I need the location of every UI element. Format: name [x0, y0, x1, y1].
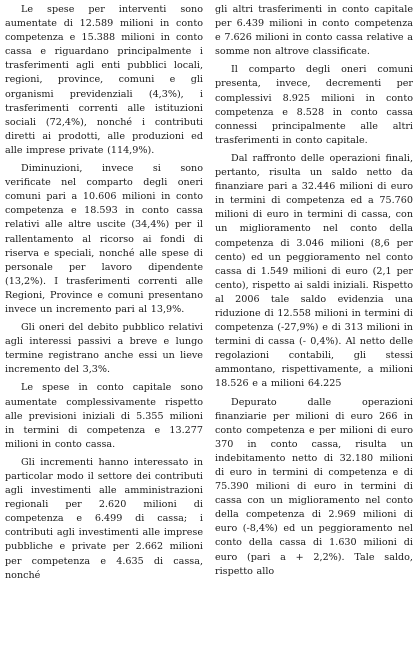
right-column	[215, 3, 413, 579]
paragraph: Il comparto degli oneri comuni presenta, invece, decrementi per complessivi 8.925 milioni in conto competenza e 8.528 in conto cassa connessi principalmente alle altri trasferimenti in conto capitale.	[215, 64, 413, 146]
paragraph: Gli incrementi hanno interessato in particolar modo il settore dei contributi agli investimenti alle amministrazioni regionali per 2.620 milioni di competenza e 6.499 di cassa; i contributi agli investimenti alle imprese pubbliche e private per 2.662 milioni per competenza e 4.635 di cassa, nonché	[5, 456, 203, 581]
paragraph: Le spese in conto capitale sono aumentate complessivamente rispetto alle previsioni iniziali di 5.355 milioni in termini di competenza e 13.277 milioni in conto cassa.	[5, 382, 203, 450]
paragraph: Depurato dalle operazioni finanziarie per milioni di euro 266 in conto competenza e per milioni di euro 370 in conto cassa, risulta un indebitamento netto di 32.180 milioni di euro in termini di competenza e di 75.390 milioni di euro in termini di cassa con un miglioramento nel conto della competenza di 2.969 milioni di euro (-8,4%) ed un peggioramento nel conto della cassa di 1.630 milioni di euro (pari a + 2,2%). Tale saldo, rispetto allo	[215, 396, 413, 577]
left-column	[5, 3, 203, 583]
paragraph: Diminuzioni, invece si sono verificate nel comparto degli oneri comuni pari a 10.606 milioni in conto competenza e 18.593 in conto cassa relativi alle altre uscite (34,4%) per il rallentamento al ricorso ai fondi di riserva e speciali, nonché alle spese di personale per lavoro dipendente (13,2%). I trasferimenti correnti alle Regioni, Province e comuni presentano invece un incremento pari al 13,9%.	[5, 163, 203, 315]
paragraph: Dal raffronto delle operazioni finali, pertanto, risulta un saldo netto da finanziare pari a 32.446 milioni di euro in termini di competenza ed a 75.760 milioni di euro in termini di cassa, con un miglioramento nel conto della competenza di 3.046 milioni (8,6 per cento) ed un peggioramento nel conto cassa di 1.549 milioni di euro (2,1 per cento), rispetto ai saldi iniziali. Rispetto al 2006 tale saldo evidenzia una riduzione di 12.558 milioni in termini di competenza (-27,9%) e di 313 milioni in termini di cassa (- 0,4%). Al netto delle regolazioni contabili, gli stessi ammontano, rispettivamente, a milioni 18.526 e a milioni 64.225	[215, 152, 413, 390]
paragraph: Le spese per interventi sono aumentate di 12.589 milioni in conto competenza e 15.388 milioni in conto cassa e riguardano principalmente i trasferimenti agli enti pubblici locali, regioni, province, comuni e gli organismi previdenziali (4,3%), i trasferimenti correnti alle istituzioni sociali (72,4%), nonché i contributi diretti ai prodotti, alle produzioni ed alle imprese private (114,9%).	[5, 4, 203, 156]
paragraph-continuation: gli altri trasferimenti in conto capitale per 6.439 milioni in conto competenza e 7.626 milioni in conto cassa relative a somme non altrove classificate.	[215, 4, 413, 58]
paragraph: Gli oneri del debito pubblico relativi agli interessi passivi a breve e lungo termine registrano anche essi un lieve incremento del 3,3%.	[5, 322, 203, 376]
